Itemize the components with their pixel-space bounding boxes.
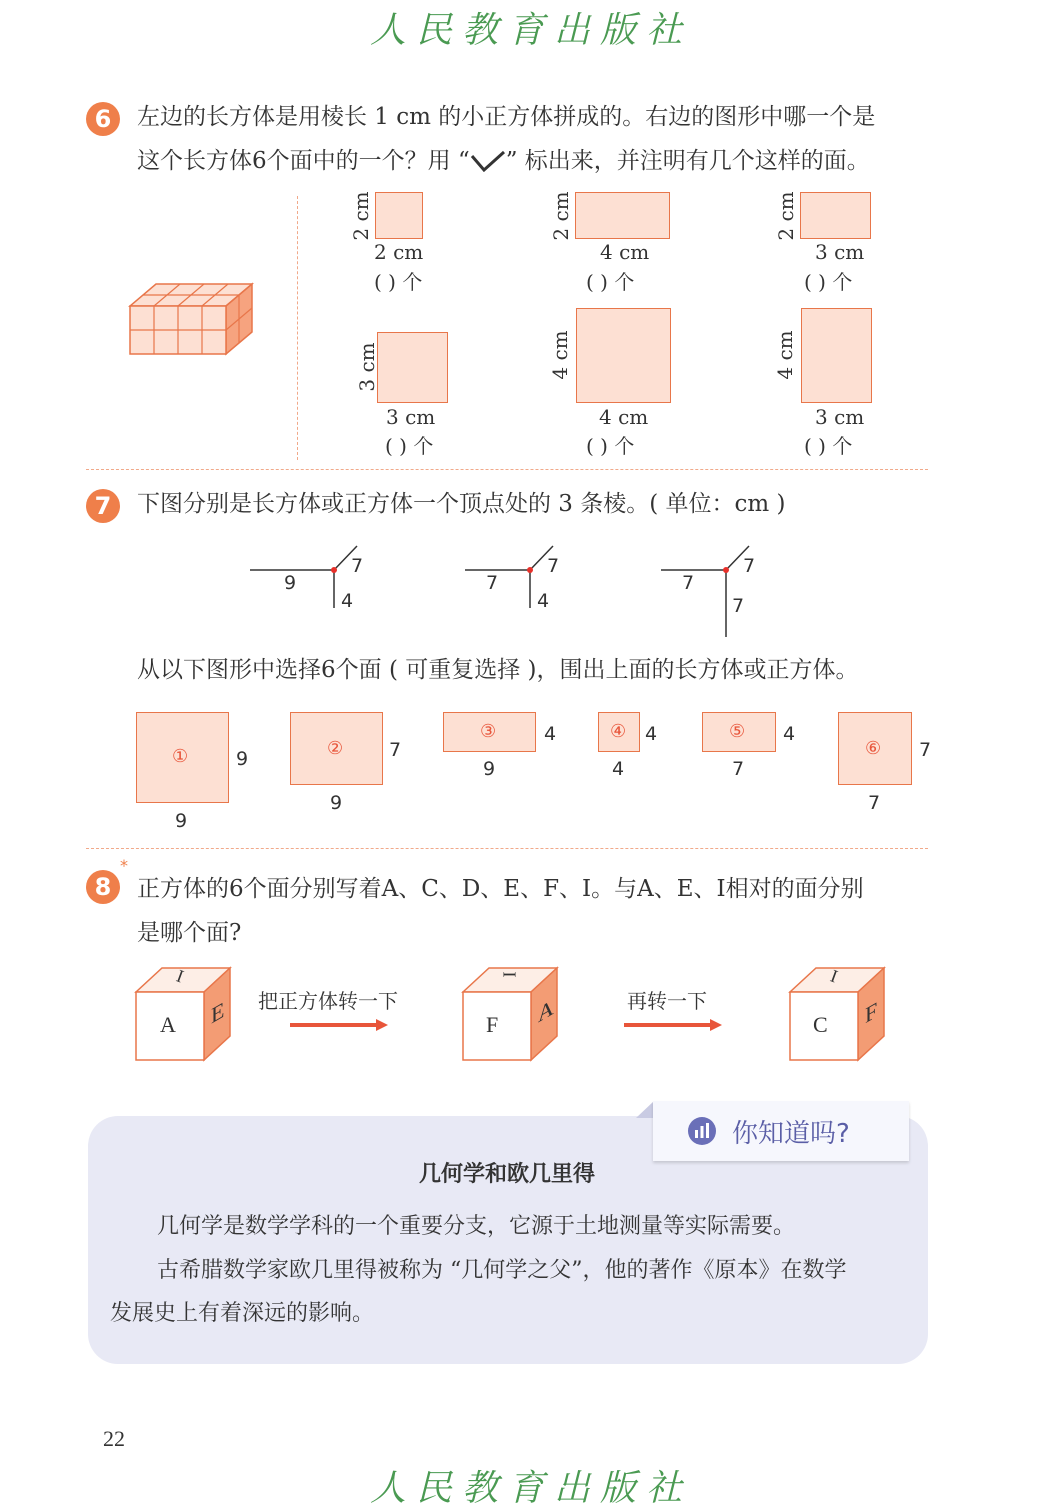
question-8-star: * [120,856,128,875]
face-option-5-side: 4 [783,723,796,745]
cube-2-front-label: F [486,1012,499,1037]
cube-3-front-label: C [813,1012,828,1037]
face-option-3-side: 4 [544,723,557,745]
chart-bars-icon [687,1116,717,1146]
question-6-line2-after: ” 标出来，并注明有几个这样的面。 [505,148,870,174]
face-4x4-answer[interactable]: ( ) 个 [586,434,635,458]
face-option-2-side: 7 [389,739,402,761]
face-option-2-bottom: 9 [330,792,343,814]
face-2x2[interactable] [375,192,423,239]
vertex-3-down-label: 7 [732,595,745,617]
face-4x4-height: 4 cm [548,330,572,380]
did-you-know-tab-label: 你知道吗? [732,1119,850,1149]
face-4x3-answer[interactable]: ( ) 个 [804,434,853,458]
tab-corner [636,1101,654,1118]
vertex-3-left-label: 7 [682,572,695,594]
cube-1-right-label: E [211,996,225,1029]
face-3x3[interactable] [377,332,448,403]
question-6-line2 [137,139,870,183]
vertex-1-left-label: 9 [284,572,297,594]
unit-cube-cuboid [128,280,258,360]
face-2x4-width: 4 cm [600,240,650,264]
question-7-line2: 从以下图形中选择6个面 ( 可重复选择 )，围出上面的长方体或正方体。 [137,657,859,683]
face-4x4-width: 4 cm [599,405,649,429]
face-2x2-width: 2 cm [374,240,424,264]
face-4x4[interactable] [576,308,671,403]
question-8-line2: 是哪个面? [137,920,242,946]
q6-vertical-divider [297,196,298,460]
checkmark-icon [470,148,506,172]
face-2x3[interactable] [800,192,871,239]
face-option-4-bottom: 4 [612,758,625,780]
face-option-1-bottom: 9 [175,810,188,832]
cube-3-top-label: I [827,965,841,987]
vertex-2-diag-label: 7 [547,555,560,577]
cube-3-right-label: F [865,996,878,1029]
page-number: 22 [103,1426,125,1451]
vertex-edges-1 [245,540,375,615]
question-6-line2-before: 这个长方体6个面中的一个？用 “ [137,148,470,174]
face-3x3-height: 3 cm [355,342,379,392]
face-option-6-mark: ⑥ [865,738,882,759]
face-option-5-bottom: 7 [732,758,745,780]
face-option-6-bottom: 7 [868,792,881,814]
publisher-logo-top: 人民教育出版社 [369,10,692,51]
face-4x3-width: 3 cm [815,405,865,429]
vertex-2-left-label: 7 [486,572,499,594]
info-paragraph-1: 几何学是数学学科的一个重要分支，它源于土地测量等实际需要。 [157,1214,796,1239]
cube-1-front-label: A [160,1012,176,1037]
vertex-2-down-label: 4 [537,590,550,612]
section-divider [86,469,928,470]
question-8-line1: 正方体的6个面分别写着A、C、D、E、F、I。与A、E、I相对的面分别 [137,876,864,902]
face-2x2-height: 2 cm [349,191,373,241]
question-8-number: 8 [86,870,120,904]
face-2x3-height: 2 cm [774,191,798,241]
face-option-5-mark: ⑤ [729,721,746,742]
face-option-2-mark: ② [327,738,344,759]
question-6-number: 6 [86,102,120,136]
face-4x3-height: 4 cm [773,330,797,380]
vertex-edges-2 [460,540,570,615]
face-3x3-width: 3 cm [386,405,436,429]
face-option-3-mark: ③ [480,721,497,742]
vertex-1-diag-label: 7 [351,555,364,577]
face-option-4-mark: ④ [610,721,627,742]
info-paragraph-2-line2: 发展史上有着深远的影响。 [110,1301,375,1326]
cube-2-top-label: I [499,971,520,978]
face-option-4-side: 4 [645,723,658,745]
question-7-number: 7 [86,489,120,523]
info-title: 几何学和欧几里得 [418,1161,595,1187]
arrow-2-label: 再转一下 [627,989,707,1013]
question-7-line1: 下图分别是长方体或正方体一个顶点处的 3 条棱。( 单位：cm ) [137,491,786,517]
cube-2-right-label: A [538,993,554,1028]
section-divider [86,848,928,849]
face-2x4-answer[interactable]: ( ) 个 [586,270,635,294]
face-option-6-side: 7 [919,739,932,761]
question-6-line1: 左边的长方体是用棱长 1 cm 的小正方体拼成的。右边的图形中哪一个是 [137,104,876,130]
face-4x3[interactable] [801,308,872,403]
vertex-1-down-label: 4 [341,590,354,612]
face-option-3-bottom: 9 [483,758,496,780]
arrow-1-label: 把正方体转一下 [258,989,398,1013]
face-2x3-answer[interactable]: ( ) 个 [804,270,853,294]
vertex-3-diag-label: 7 [743,555,756,577]
arrow-right-icon [290,1016,390,1034]
cube-1-top-label: I [173,965,187,987]
info-paragraph-2-line1: 古希腊数学家欧几里得被称为 “几何学之父”，他的著作《原本》在数学 [157,1258,847,1283]
arrow-right-icon [624,1016,724,1034]
face-2x4-height: 2 cm [549,191,573,241]
face-2x2-answer[interactable]: ( ) 个 [374,270,423,294]
face-3x3-answer[interactable]: ( ) 个 [385,434,434,458]
face-2x4[interactable] [575,192,670,239]
face-2x3-width: 3 cm [815,240,865,264]
face-option-1-side: 9 [236,748,249,770]
publisher-logo-bottom: 人民教育出版社 [369,1468,692,1509]
face-option-1-mark: ① [172,746,189,767]
